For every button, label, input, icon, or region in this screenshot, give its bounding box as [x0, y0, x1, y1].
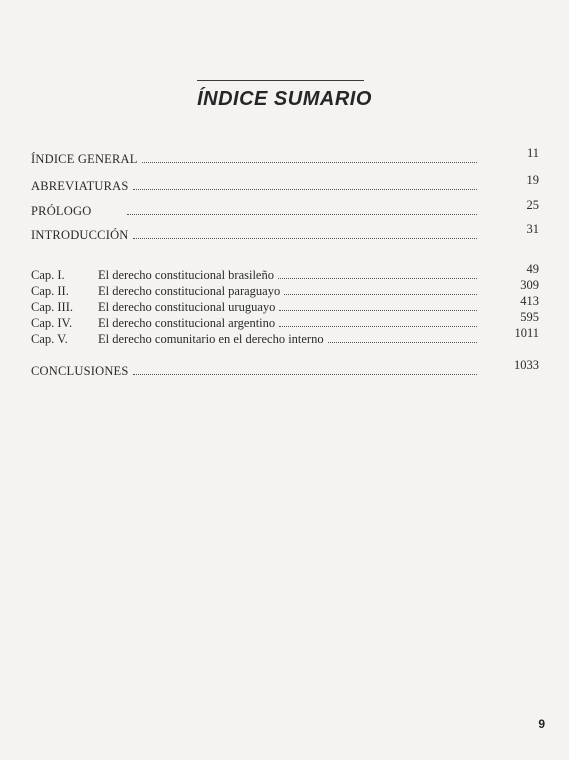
chapter-number: Cap. V. — [31, 332, 68, 346]
chapter-title: El derecho constitucional argentino — [98, 316, 276, 330]
toc-entry-page: 11 — [526, 146, 539, 160]
toc-chapter-2[interactable] — [31, 278, 539, 298]
page-number: 9 — [538, 717, 545, 731]
dot-leader — [133, 238, 477, 239]
dot-leader — [133, 374, 477, 375]
toc-entry-indice-general[interactable] — [31, 146, 539, 166]
toc-entry-page: 19 — [526, 173, 539, 187]
chapter-page: 49 — [526, 262, 539, 276]
dot-leader — [328, 342, 477, 343]
toc-chapter-4[interactable] — [31, 310, 539, 330]
toc-entry-page: 1033 — [514, 358, 539, 372]
chapter-page: 413 — [520, 294, 539, 308]
dot-leader — [142, 162, 477, 163]
chapter-number: Cap. II. — [31, 284, 69, 298]
toc-entry-label: INTRODUCCIÓN — [31, 228, 129, 242]
chapter-page: 1011 — [514, 326, 539, 340]
toc-chapter-3[interactable] — [31, 294, 539, 314]
dot-leader — [279, 310, 477, 311]
toc-entry-page: 31 — [526, 222, 539, 236]
chapter-page: 595 — [520, 310, 539, 324]
toc-entry-conclusiones[interactable] — [31, 358, 539, 378]
toc-entry-page: 25 — [526, 198, 539, 212]
chapter-title: El derecho constitucional brasileño — [98, 268, 274, 282]
dot-leader — [284, 294, 477, 295]
chapter-title: El derecho constitucional uruguayo — [98, 300, 276, 314]
toc-entry-abreviaturas[interactable] — [31, 173, 539, 193]
toc-entry-label: CONCLUSIONES — [31, 364, 129, 378]
dot-leader — [127, 214, 477, 215]
toc-entry-label: PRÓLOGO — [31, 204, 92, 218]
page-title: ÍNDICE SUMARIO — [197, 88, 372, 110]
toc-entry-introduccion[interactable] — [31, 222, 539, 242]
dot-leader — [279, 326, 477, 327]
chapter-title: El derecho comunitario en el derecho interno — [98, 332, 324, 346]
chapter-number: Cap. III. — [31, 300, 73, 314]
dot-leader — [133, 189, 477, 190]
chapter-number: Cap. I. — [31, 268, 65, 282]
chapter-number: Cap. IV. — [31, 316, 73, 330]
chapter-title: El derecho constitucional paraguayo — [98, 284, 281, 298]
toc-entry-label: ÍNDICE GENERAL — [31, 152, 138, 166]
toc-entry-label: ABREVIATURAS — [31, 179, 129, 193]
toc-entry-prologo[interactable] — [31, 198, 539, 218]
dot-leader — [278, 278, 477, 279]
toc-chapter-5[interactable] — [31, 326, 539, 346]
title-rule — [197, 80, 364, 81]
chapter-page: 309 — [520, 278, 539, 292]
toc-chapter-1[interactable] — [31, 262, 539, 282]
